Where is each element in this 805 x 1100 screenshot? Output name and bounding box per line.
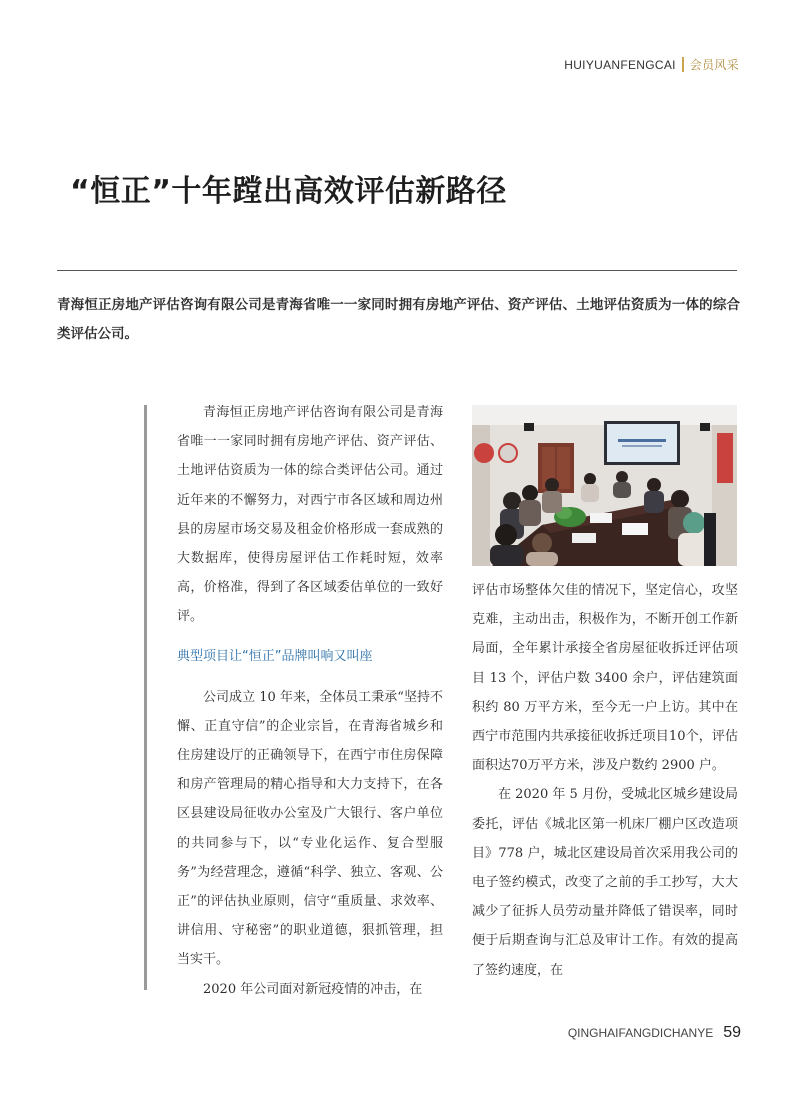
paragraph: 2020 年公司面对新冠疫情的冲击，在 — [203, 981, 423, 997]
page-footer — [568, 1024, 741, 1042]
section-header — [564, 56, 739, 73]
section-name-cn: 会员风采 — [689, 58, 739, 72]
paragraph: 在 2020 年 5 月份，受城北区城乡建设局委托，评估《城北区第一机床厂棚户区改造项目》778 户，城北区建设局首次采用我公司的电子签约模式，改变了之前的手工抄写，大大减少了征拆人员劳动量并降低了错误率，同时便于后期查询与汇总及审计工作。有效的提高了签约速度，在 — [472, 787, 738, 978]
magazine-name: QINGHAIFANGDICHANYE — [567, 1026, 714, 1040]
column-accent-line — [144, 405, 147, 990]
page-number: 59 — [723, 1024, 741, 1041]
paragraph: 青海恒正房地产评估咨询有限公司是青海省唯一一家同时拥有房地产评估、资产评估、土地评估资质为一体的综合类评估公司。通过近年来的不懈努力，对西宁市各区域和周边州县的房屋市场交易及租金价格形成一套成熟的大数据库，使得房屋评估工作耗时短，效率高，价格准，得到了各区域委估单位的一致好评。 — [177, 405, 443, 625]
header-divider — [682, 57, 684, 72]
section-name-en: HUIYUANFENGCAI — [564, 57, 676, 72]
article-lead: 青海恒正房地产评估咨询有限公司是青海省唯一一家同时拥有房地产评估、资产评估、土地评估资质为一体的综合类评估公司。 — [57, 297, 740, 342]
section-subheading: 典型项目让“恒正”品牌叫响又叫座 — [177, 648, 373, 664]
text-column-left — [177, 398, 443, 1004]
paragraph: 评估市场整体欠佳的情况下，坚定信心，攻坚克难，主动出击，积极作为，不断开创工作新局面，全年累计承接全省房屋征收拆迁评估项目 13 个，评估户数 3400 余户，评估建筑面积约 80 万平方米，至今无一户上访。其中在西宁市范围内共承接征收拆迁项目10个，评估面积达70万平方米，涉及户数约 2900 户。 — [472, 583, 738, 774]
meeting-photo — [472, 405, 737, 566]
paragraph: 公司成立 10 年来，全体员工秉承“坚持不懈、正直守信”的企业宗旨，在青海省城乡和住房建设厅的正确领导下，在西宁市住房保障和房产管理局的精心指导和大力支持下，在各区县建设局征收办公室及广大银行、客户单位的共同参与下，以“专业化运作、复合型服务”为经营理念，遵循“科学、独立、客观、公正”的评估执业原则，信守“重质量、求效率、讲信用、守秘密”的职业道德，狠抓管理，担当实干。 — [177, 689, 443, 968]
article-title: “恒正”十年蹚出高效评估新路径 — [70, 174, 507, 209]
text-column-right — [472, 576, 738, 985]
title-rule — [57, 270, 737, 271]
